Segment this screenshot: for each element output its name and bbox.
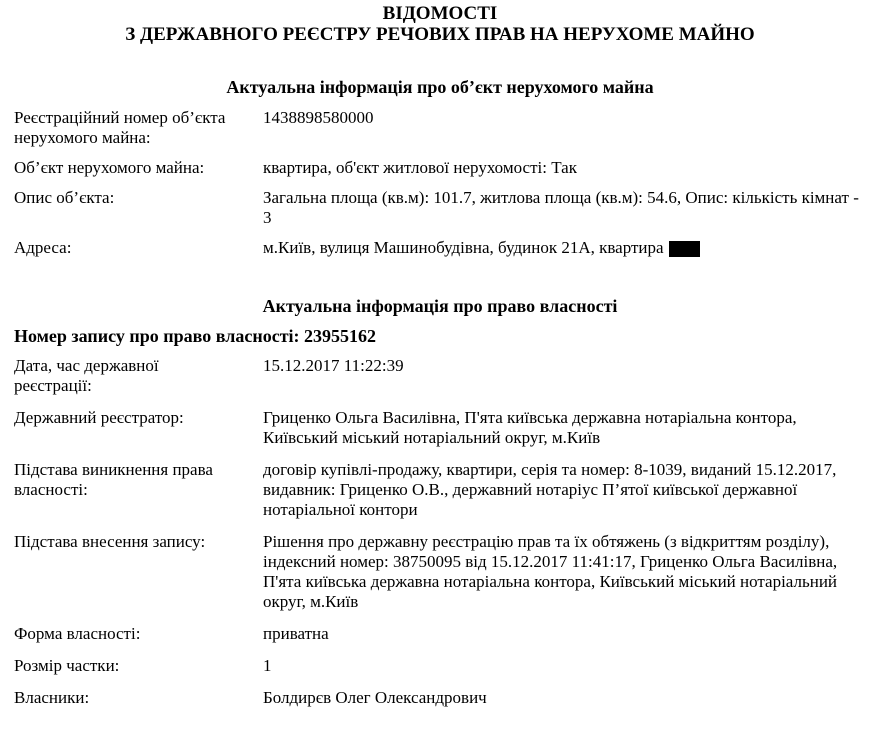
ownership-info-fields: [14, 356, 866, 708]
field-label: Опис об’єкта:: [14, 188, 115, 207]
field-value: квартира, об'єкт житлової нерухомості: Так: [263, 158, 577, 177]
field-row-state-registrar: [14, 408, 866, 448]
field-value: [263, 238, 866, 258]
field-label: Дата, час державної реєстрації:: [14, 356, 159, 395]
field-row-ownership-basis: [14, 460, 866, 520]
field-row-record-basis: [14, 532, 866, 612]
field-label: Державний реєстратор:: [14, 408, 184, 427]
document-title-line1: ВІДОМОСТІ: [382, 3, 498, 24]
section-heading-ownership-info: Актуальна інформація про право власності: [262, 296, 618, 316]
field-label: Адреса:: [14, 238, 72, 257]
field-value: 15.12.2017 11:22:39: [263, 356, 404, 375]
field-value: Загальна площа (кв.м): 101.7, житлова площа (кв.м): 54.6, Опис: кількість кімнат - 3: [263, 188, 859, 227]
field-value: договір купівлі-продажу, квартири, серія та номер: 8-1039, виданий 15.12.2017, видавник: Гриценко О.В., державний нотаріус П’ятої київської державної нотаріальної контори: [263, 460, 837, 519]
field-value: Рішення про державну реєстрацію прав та їх обтяжень (з відкриттям розділу), індексний номер: 38750095 від 15.12.2017 11:41:17, Гриценко Ольга Василівна, П'ята київська державна нотаріальна контора, Київський міський нотаріальний округ, м.Київ: [263, 532, 838, 611]
ownership-record-number: Номер запису про право власності: 23955162: [14, 326, 377, 346]
field-row-owners: [14, 688, 866, 708]
redaction-box: [669, 241, 700, 257]
field-row-ownership-form: [14, 624, 866, 644]
field-label: Розмір частки:: [14, 656, 120, 675]
field-label: Підстава виникнення права власності:: [14, 460, 213, 499]
field-label: Власники:: [14, 688, 90, 707]
document-title: [14, 3, 866, 45]
field-row-registration-datetime: [14, 356, 866, 396]
field-value: приватна: [263, 624, 329, 643]
document-title-line2: З ДЕРЖАВНОГО РЕЄСТРУ РЕЧОВИХ ПРАВ НА НЕРУХОМЕ МАЙНО: [125, 24, 755, 45]
section-heading-object-info: Актуальна інформація про об’єкт нерухомого майна: [226, 77, 654, 97]
address-text: м.Київ, вулиця Машинобудівна, будинок 21А, квартира: [263, 238, 664, 257]
field-value: 1438898580000: [263, 108, 374, 127]
field-label: Підстава внесення запису:: [14, 532, 206, 551]
field-row-object-description: [14, 188, 866, 228]
field-row-registration-number: [14, 108, 866, 148]
field-row-address: [14, 238, 866, 258]
field-label: Форма власності:: [14, 624, 141, 643]
field-label: Об’єкт нерухомого майна:: [14, 158, 205, 177]
field-value: Гриценко Ольга Василівна, П'ята київська державна нотаріальна контора, Київський міський нотаріальний округ, м.Київ: [263, 408, 797, 447]
field-value: Болдирєв Олег Олександрович: [263, 688, 487, 707]
field-value: 1: [263, 656, 272, 675]
object-info-fields: [14, 108, 866, 258]
field-label: Реєстраційний номер об’єкта нерухомого майна:: [14, 108, 226, 147]
field-row-object-type: [14, 158, 866, 178]
field-row-share-size: [14, 656, 866, 676]
